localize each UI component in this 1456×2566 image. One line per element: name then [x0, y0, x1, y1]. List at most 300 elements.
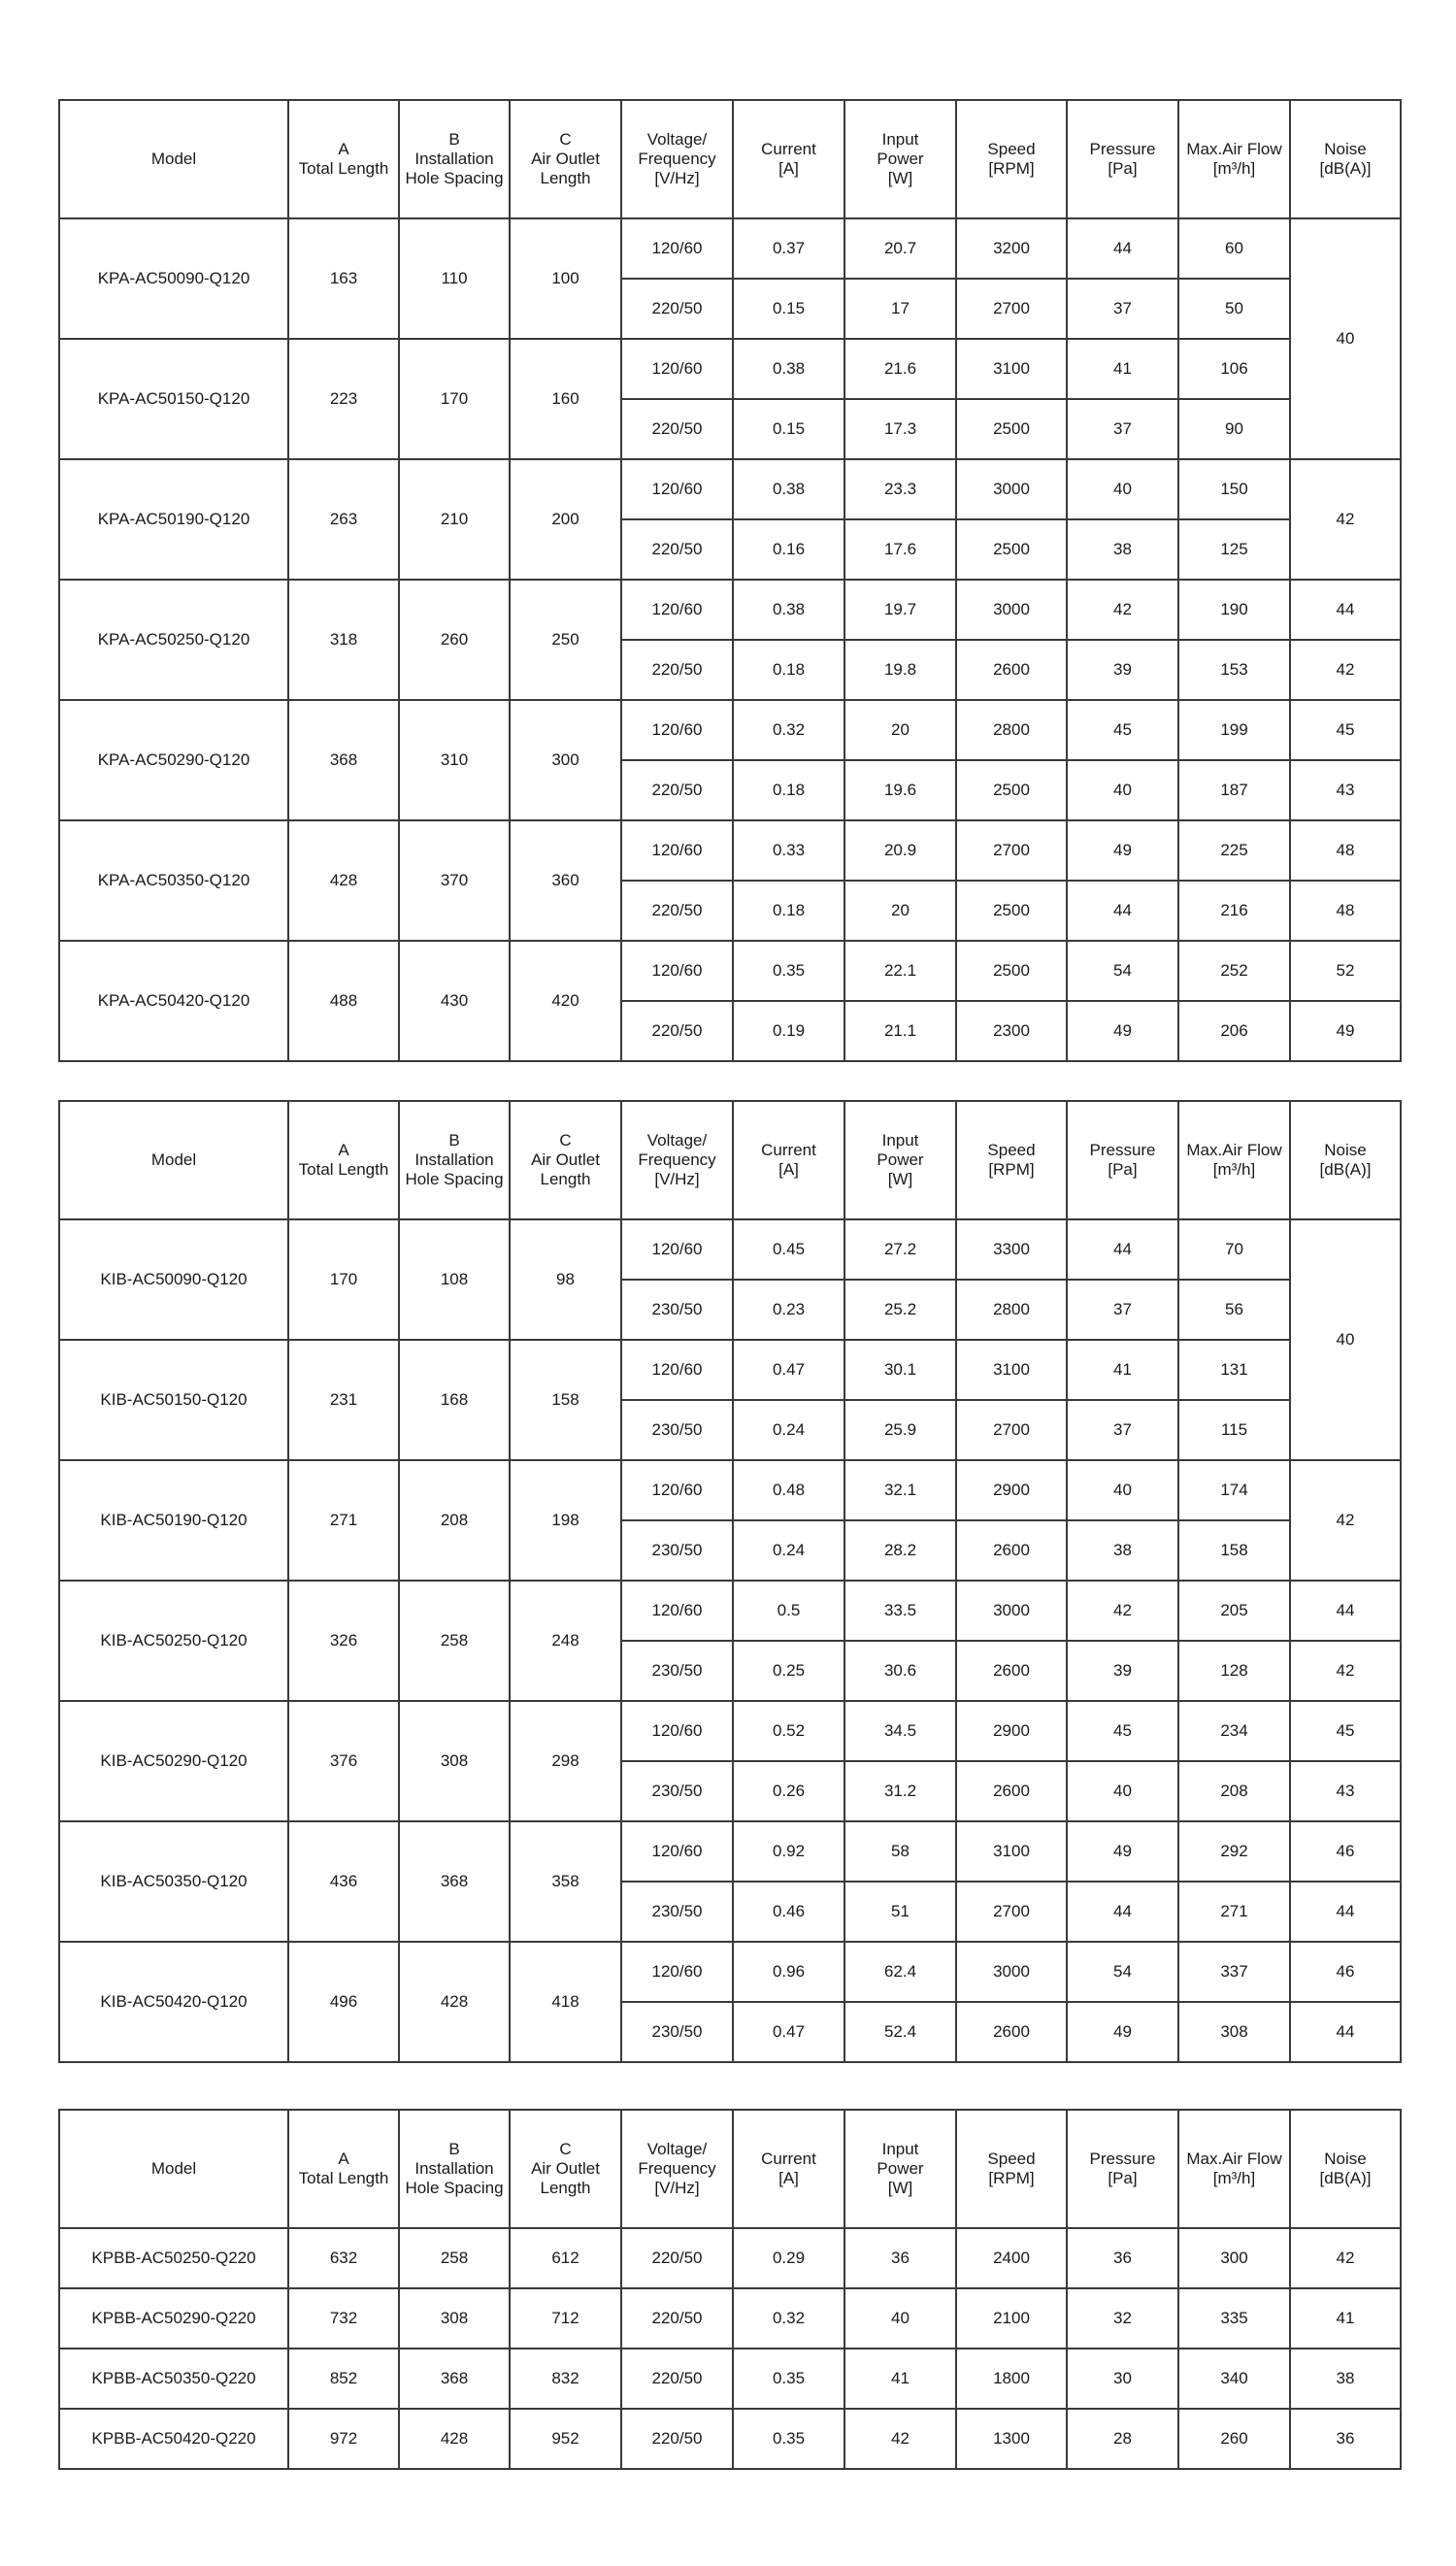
current-cell: 0.92 [733, 1821, 844, 1882]
power-cell: 28.2 [844, 1520, 956, 1581]
current-cell: 0.16 [733, 519, 844, 580]
airflow-cell: 208 [1178, 1761, 1290, 1821]
air-outlet-cell: 952 [510, 2409, 621, 2469]
current-cell: 0.18 [733, 881, 844, 941]
total-length-cell: 852 [288, 2349, 399, 2409]
pressure-cell: 45 [1067, 1701, 1178, 1761]
airflow-cell: 70 [1178, 1219, 1290, 1280]
current-cell: 0.15 [733, 399, 844, 459]
pressure-cell: 40 [1067, 1460, 1178, 1520]
voltage-cell: 120/60 [621, 1821, 733, 1882]
current-cell: 0.38 [733, 339, 844, 399]
speed-cell: 2900 [956, 1460, 1067, 1520]
power-cell: 17.3 [844, 399, 956, 459]
air-outlet-cell: 198 [510, 1460, 621, 1581]
pressure-cell: 30 [1067, 2349, 1178, 2409]
total-length-cell: 170 [288, 1219, 399, 1340]
air-outlet-cell: 300 [510, 700, 621, 820]
pressure-cell: 45 [1067, 700, 1178, 760]
header-current: Current [A] [733, 1101, 844, 1219]
noise-cell: 42 [1290, 459, 1401, 580]
air-outlet-cell: 98 [510, 1219, 621, 1340]
table-row [59, 1460, 1401, 1520]
table-row [59, 2349, 1401, 2409]
pressure-cell: 44 [1067, 1219, 1178, 1280]
header-noise: Noise [dB(A)] [1290, 2110, 1401, 2228]
airflow-cell: 199 [1178, 700, 1290, 760]
speed-cell: 2500 [956, 941, 1067, 1001]
hole-spacing-cell: 258 [399, 1581, 510, 1701]
header-voltage-frequency: Voltage/ Frequency [V/Hz] [621, 2110, 733, 2228]
speed-cell: 2800 [956, 1280, 1067, 1340]
airflow-cell: 174 [1178, 1460, 1290, 1520]
voltage-cell: 120/60 [621, 700, 733, 760]
noise-cell: 42 [1290, 1460, 1401, 1581]
power-cell: 31.2 [844, 1761, 956, 1821]
speed-cell: 2700 [956, 820, 1067, 881]
speed-cell: 2600 [956, 2002, 1067, 2062]
air-outlet-cell: 712 [510, 2288, 621, 2349]
pressure-cell: 49 [1067, 1001, 1178, 1061]
speed-cell: 2500 [956, 399, 1067, 459]
model-cell: KPA-AC50190-Q120 [59, 459, 288, 580]
noise-cell: 40 [1290, 1219, 1401, 1460]
airflow-cell: 158 [1178, 1520, 1290, 1581]
header-max-air-flow: Max.Air Flow [m³/h] [1178, 2110, 1290, 2228]
noise-cell: 52 [1290, 941, 1401, 1001]
air-outlet-cell: 612 [510, 2228, 621, 2288]
model-cell: KIB-AC50350-Q120 [59, 1821, 288, 1942]
speed-cell: 2600 [956, 1641, 1067, 1701]
airflow-cell: 205 [1178, 1581, 1290, 1641]
table-header-row [59, 100, 1401, 218]
speed-cell: 3100 [956, 339, 1067, 399]
speed-cell: 1800 [956, 2349, 1067, 2409]
pressure-cell: 36 [1067, 2228, 1178, 2288]
current-cell: 0.32 [733, 700, 844, 760]
airflow-cell: 271 [1178, 1882, 1290, 1942]
total-length-cell: 318 [288, 580, 399, 700]
voltage-cell: 220/50 [621, 519, 733, 580]
speed-cell: 2600 [956, 1520, 1067, 1581]
speed-cell: 2600 [956, 640, 1067, 700]
model-cell: KPA-AC50250-Q120 [59, 580, 288, 700]
pressure-cell: 38 [1067, 1520, 1178, 1581]
airflow-cell: 50 [1178, 279, 1290, 339]
model-cell: KPA-AC50420-Q120 [59, 941, 288, 1061]
model-cell: KIB-AC50150-Q120 [59, 1340, 288, 1460]
pressure-cell: 42 [1067, 580, 1178, 640]
current-cell: 0.45 [733, 1219, 844, 1280]
pressure-cell: 41 [1067, 339, 1178, 399]
pressure-cell: 44 [1067, 218, 1178, 279]
voltage-cell: 220/50 [621, 2409, 733, 2469]
power-cell: 30.1 [844, 1340, 956, 1400]
airflow-cell: 56 [1178, 1280, 1290, 1340]
power-cell: 33.5 [844, 1581, 956, 1641]
power-cell: 52.4 [844, 2002, 956, 2062]
airflow-cell: 234 [1178, 1701, 1290, 1761]
noise-cell: 42 [1290, 640, 1401, 700]
speed-cell: 2700 [956, 1400, 1067, 1460]
power-cell: 20.9 [844, 820, 956, 881]
pressure-cell: 32 [1067, 2288, 1178, 2349]
table-row [59, 1942, 1401, 2002]
power-cell: 21.1 [844, 1001, 956, 1061]
header-input-power: Input Power [W] [844, 1101, 956, 1219]
hole-spacing-cell: 308 [399, 1701, 510, 1821]
speed-cell: 3000 [956, 580, 1067, 640]
noise-cell: 46 [1290, 1942, 1401, 2002]
kpbb-spec-table [58, 2109, 1402, 2470]
current-cell: 0.37 [733, 218, 844, 279]
power-cell: 36 [844, 2228, 956, 2288]
pressure-cell: 49 [1067, 820, 1178, 881]
hole-spacing-cell: 210 [399, 459, 510, 580]
pressure-cell: 39 [1067, 640, 1178, 700]
voltage-cell: 230/50 [621, 1400, 733, 1460]
hole-spacing-cell: 208 [399, 1460, 510, 1581]
noise-cell: 44 [1290, 1882, 1401, 1942]
header-voltage-frequency: Voltage/ Frequency [V/Hz] [621, 100, 733, 218]
power-cell: 27.2 [844, 1219, 956, 1280]
power-cell: 40 [844, 2288, 956, 2349]
kib-spec-table [58, 1100, 1402, 2063]
hole-spacing-cell: 368 [399, 1821, 510, 1942]
table-row [59, 820, 1401, 881]
header-pressure: Pressure [Pa] [1067, 2110, 1178, 2228]
header-input-power: Input Power [W] [844, 2110, 956, 2228]
air-outlet-cell: 100 [510, 218, 621, 339]
total-length-cell: 223 [288, 339, 399, 459]
kpa-spec-table [58, 99, 1402, 1062]
noise-cell: 36 [1290, 2409, 1401, 2469]
pressure-cell: 41 [1067, 1340, 1178, 1400]
table-row [59, 1581, 1401, 1641]
power-cell: 34.5 [844, 1701, 956, 1761]
total-length-cell: 632 [288, 2228, 399, 2288]
voltage-cell: 120/60 [621, 1581, 733, 1641]
header-hole-spacing: B Installation Hole Spacing [399, 100, 510, 218]
header-total-length: A Total Length [288, 2110, 399, 2228]
air-outlet-cell: 832 [510, 2349, 621, 2409]
table-row [59, 459, 1401, 519]
hole-spacing-cell: 258 [399, 2228, 510, 2288]
voltage-cell: 220/50 [621, 399, 733, 459]
total-length-cell: 488 [288, 941, 399, 1061]
current-cell: 0.52 [733, 1701, 844, 1761]
hole-spacing-cell: 310 [399, 700, 510, 820]
speed-cell: 2800 [956, 700, 1067, 760]
total-length-cell: 972 [288, 2409, 399, 2469]
air-outlet-cell: 200 [510, 459, 621, 580]
power-cell: 22.1 [844, 941, 956, 1001]
table-row [59, 1340, 1401, 1400]
header-noise: Noise [dB(A)] [1290, 100, 1401, 218]
current-cell: 0.25 [733, 1641, 844, 1701]
header-current: Current [A] [733, 100, 844, 218]
power-cell: 51 [844, 1882, 956, 1942]
current-cell: 0.24 [733, 1520, 844, 1581]
voltage-cell: 120/60 [621, 941, 733, 1001]
header-input-power: Input Power [W] [844, 100, 956, 218]
total-length-cell: 231 [288, 1340, 399, 1460]
pressure-cell: 40 [1067, 760, 1178, 820]
total-length-cell: 368 [288, 700, 399, 820]
voltage-cell: 120/60 [621, 339, 733, 399]
voltage-cell: 220/50 [621, 2228, 733, 2288]
air-outlet-cell: 420 [510, 941, 621, 1061]
noise-cell: 44 [1290, 580, 1401, 640]
table-row [59, 700, 1401, 760]
voltage-cell: 230/50 [621, 1520, 733, 1581]
noise-cell: 42 [1290, 1641, 1401, 1701]
noise-cell: 45 [1290, 700, 1401, 760]
airflow-cell: 187 [1178, 760, 1290, 820]
noise-cell: 44 [1290, 2002, 1401, 2062]
total-length-cell: 326 [288, 1581, 399, 1701]
hole-spacing-cell: 428 [399, 2409, 510, 2469]
voltage-cell: 120/60 [621, 1340, 733, 1400]
header-pressure: Pressure [Pa] [1067, 100, 1178, 218]
airflow-cell: 128 [1178, 1641, 1290, 1701]
header-speed: Speed [RPM] [956, 2110, 1067, 2228]
table-row [59, 1821, 1401, 1882]
header-air-outlet-length: C Air Outlet Length [510, 100, 621, 218]
noise-cell: 38 [1290, 2349, 1401, 2409]
power-cell: 17.6 [844, 519, 956, 580]
pressure-cell: 38 [1067, 519, 1178, 580]
voltage-cell: 120/60 [621, 580, 733, 640]
current-cell: 0.15 [733, 279, 844, 339]
speed-cell: 1300 [956, 2409, 1067, 2469]
voltage-cell: 220/50 [621, 881, 733, 941]
power-cell: 20 [844, 700, 956, 760]
voltage-cell: 230/50 [621, 1882, 733, 1942]
hole-spacing-cell: 370 [399, 820, 510, 941]
header-total-length: A Total Length [288, 1101, 399, 1219]
current-cell: 0.18 [733, 760, 844, 820]
pressure-cell: 44 [1067, 1882, 1178, 1942]
pressure-cell: 49 [1067, 1821, 1178, 1882]
hole-spacing-cell: 308 [399, 2288, 510, 2349]
airflow-cell: 125 [1178, 519, 1290, 580]
pressure-cell: 42 [1067, 1581, 1178, 1641]
noise-cell: 48 [1290, 881, 1401, 941]
noise-cell: 45 [1290, 1701, 1401, 1761]
current-cell: 0.35 [733, 941, 844, 1001]
current-cell: 0.18 [733, 640, 844, 700]
current-cell: 0.96 [733, 1942, 844, 2002]
current-cell: 0.46 [733, 1882, 844, 1942]
current-cell: 0.32 [733, 2288, 844, 2349]
speed-cell: 2100 [956, 2288, 1067, 2349]
table-row [59, 2409, 1401, 2469]
hole-spacing-cell: 170 [399, 339, 510, 459]
model-cell: KPA-AC50290-Q120 [59, 700, 288, 820]
pressure-cell: 37 [1067, 1280, 1178, 1340]
table-row [59, 580, 1401, 640]
speed-cell: 3200 [956, 218, 1067, 279]
airflow-cell: 190 [1178, 580, 1290, 640]
air-outlet-cell: 360 [510, 820, 621, 941]
model-cell: KIB-AC50250-Q120 [59, 1581, 288, 1701]
header-noise: Noise [dB(A)] [1290, 1101, 1401, 1219]
pressure-cell: 37 [1067, 279, 1178, 339]
current-cell: 0.23 [733, 1280, 844, 1340]
total-length-cell: 732 [288, 2288, 399, 2349]
voltage-cell: 220/50 [621, 2349, 733, 2409]
current-cell: 0.47 [733, 2002, 844, 2062]
hole-spacing-cell: 110 [399, 218, 510, 339]
header-total-length: A Total Length [288, 100, 399, 218]
voltage-cell: 120/60 [621, 1942, 733, 2002]
header-hole-spacing: B Installation Hole Spacing [399, 1101, 510, 1219]
header-hole-spacing: B Installation Hole Spacing [399, 2110, 510, 2228]
pressure-cell: 37 [1067, 399, 1178, 459]
noise-cell: 49 [1290, 1001, 1401, 1061]
voltage-cell: 230/50 [621, 1641, 733, 1701]
power-cell: 32.1 [844, 1460, 956, 1520]
voltage-cell: 120/60 [621, 459, 733, 519]
power-cell: 19.6 [844, 760, 956, 820]
table-header-row [59, 1101, 1401, 1219]
speed-cell: 3300 [956, 1219, 1067, 1280]
current-cell: 0.35 [733, 2409, 844, 2469]
noise-cell: 44 [1290, 1581, 1401, 1641]
hole-spacing-cell: 260 [399, 580, 510, 700]
total-length-cell: 436 [288, 1821, 399, 1942]
pressure-cell: 40 [1067, 1761, 1178, 1821]
noise-cell: 43 [1290, 760, 1401, 820]
airflow-cell: 252 [1178, 941, 1290, 1001]
table-row [59, 218, 1401, 279]
airflow-cell: 150 [1178, 459, 1290, 519]
pressure-cell: 37 [1067, 1400, 1178, 1460]
speed-cell: 2400 [956, 2228, 1067, 2288]
table-row [59, 1219, 1401, 1280]
noise-cell: 40 [1290, 218, 1401, 459]
current-cell: 0.38 [733, 580, 844, 640]
voltage-cell: 120/60 [621, 1701, 733, 1761]
power-cell: 25.9 [844, 1400, 956, 1460]
model-cell: KIB-AC50190-Q120 [59, 1460, 288, 1581]
pressure-cell: 44 [1067, 881, 1178, 941]
speed-cell: 3000 [956, 1942, 1067, 2002]
hole-spacing-cell: 168 [399, 1340, 510, 1460]
header-model: Model [59, 2110, 288, 2228]
airflow-cell: 115 [1178, 1400, 1290, 1460]
model-cell: KPA-AC50350-Q120 [59, 820, 288, 941]
model-cell: KPA-AC50090-Q120 [59, 218, 288, 339]
table-row [59, 941, 1401, 1001]
airflow-cell: 131 [1178, 1340, 1290, 1400]
header-speed: Speed [RPM] [956, 100, 1067, 218]
power-cell: 62.4 [844, 1942, 956, 2002]
hole-spacing-cell: 428 [399, 1942, 510, 2062]
current-cell: 0.29 [733, 2228, 844, 2288]
noise-cell: 46 [1290, 1821, 1401, 1882]
model-cell: KPBB-AC50290-Q220 [59, 2288, 288, 2349]
power-cell: 25.2 [844, 1280, 956, 1340]
speed-cell: 2600 [956, 1761, 1067, 1821]
current-cell: 0.19 [733, 1001, 844, 1061]
power-cell: 20 [844, 881, 956, 941]
total-length-cell: 376 [288, 1701, 399, 1821]
table-row [59, 2288, 1401, 2349]
voltage-cell: 220/50 [621, 279, 733, 339]
noise-cell: 43 [1290, 1761, 1401, 1821]
hole-spacing-cell: 108 [399, 1219, 510, 1340]
voltage-cell: 120/60 [621, 218, 733, 279]
current-cell: 0.24 [733, 1400, 844, 1460]
speed-cell: 2500 [956, 881, 1067, 941]
airflow-cell: 340 [1178, 2349, 1290, 2409]
voltage-cell: 220/50 [621, 1001, 733, 1061]
speed-cell: 2900 [956, 1701, 1067, 1761]
voltage-cell: 230/50 [621, 1280, 733, 1340]
current-cell: 0.47 [733, 1340, 844, 1400]
air-outlet-cell: 248 [510, 1581, 621, 1701]
model-cell: KPBB-AC50250-Q220 [59, 2228, 288, 2288]
header-pressure: Pressure [Pa] [1067, 1101, 1178, 1219]
pressure-cell: 54 [1067, 941, 1178, 1001]
air-outlet-cell: 298 [510, 1701, 621, 1821]
pressure-cell: 39 [1067, 1641, 1178, 1701]
power-cell: 21.6 [844, 339, 956, 399]
current-cell: 0.5 [733, 1581, 844, 1641]
airflow-cell: 216 [1178, 881, 1290, 941]
voltage-cell: 220/50 [621, 2288, 733, 2349]
hole-spacing-cell: 430 [399, 941, 510, 1061]
model-cell: KPBB-AC50350-Q220 [59, 2349, 288, 2409]
current-cell: 0.33 [733, 820, 844, 881]
model-cell: KIB-AC50290-Q120 [59, 1701, 288, 1821]
pressure-cell: 54 [1067, 1942, 1178, 2002]
airflow-cell: 106 [1178, 339, 1290, 399]
pressure-cell: 40 [1067, 459, 1178, 519]
speed-cell: 2500 [956, 519, 1067, 580]
airflow-cell: 335 [1178, 2288, 1290, 2349]
power-cell: 30.6 [844, 1641, 956, 1701]
pressure-cell: 28 [1067, 2409, 1178, 2469]
airflow-cell: 308 [1178, 2002, 1290, 2062]
air-outlet-cell: 250 [510, 580, 621, 700]
airflow-cell: 90 [1178, 399, 1290, 459]
noise-cell: 48 [1290, 820, 1401, 881]
header-voltage-frequency: Voltage/ Frequency [V/Hz] [621, 1101, 733, 1219]
current-cell: 0.26 [733, 1761, 844, 1821]
air-outlet-cell: 358 [510, 1821, 621, 1942]
table-row [59, 339, 1401, 399]
total-length-cell: 163 [288, 218, 399, 339]
speed-cell: 3000 [956, 1581, 1067, 1641]
hole-spacing-cell: 368 [399, 2349, 510, 2409]
current-cell: 0.38 [733, 459, 844, 519]
airflow-cell: 153 [1178, 640, 1290, 700]
total-length-cell: 263 [288, 459, 399, 580]
header-model: Model [59, 100, 288, 218]
header-max-air-flow: Max.Air Flow [m³/h] [1178, 100, 1290, 218]
air-outlet-cell: 158 [510, 1340, 621, 1460]
model-cell: KIB-AC50090-Q120 [59, 1219, 288, 1340]
airflow-cell: 60 [1178, 218, 1290, 279]
airflow-cell: 206 [1178, 1001, 1290, 1061]
speed-cell: 3000 [956, 459, 1067, 519]
table-row [59, 1701, 1401, 1761]
voltage-cell: 120/60 [621, 1460, 733, 1520]
power-cell: 19.8 [844, 640, 956, 700]
